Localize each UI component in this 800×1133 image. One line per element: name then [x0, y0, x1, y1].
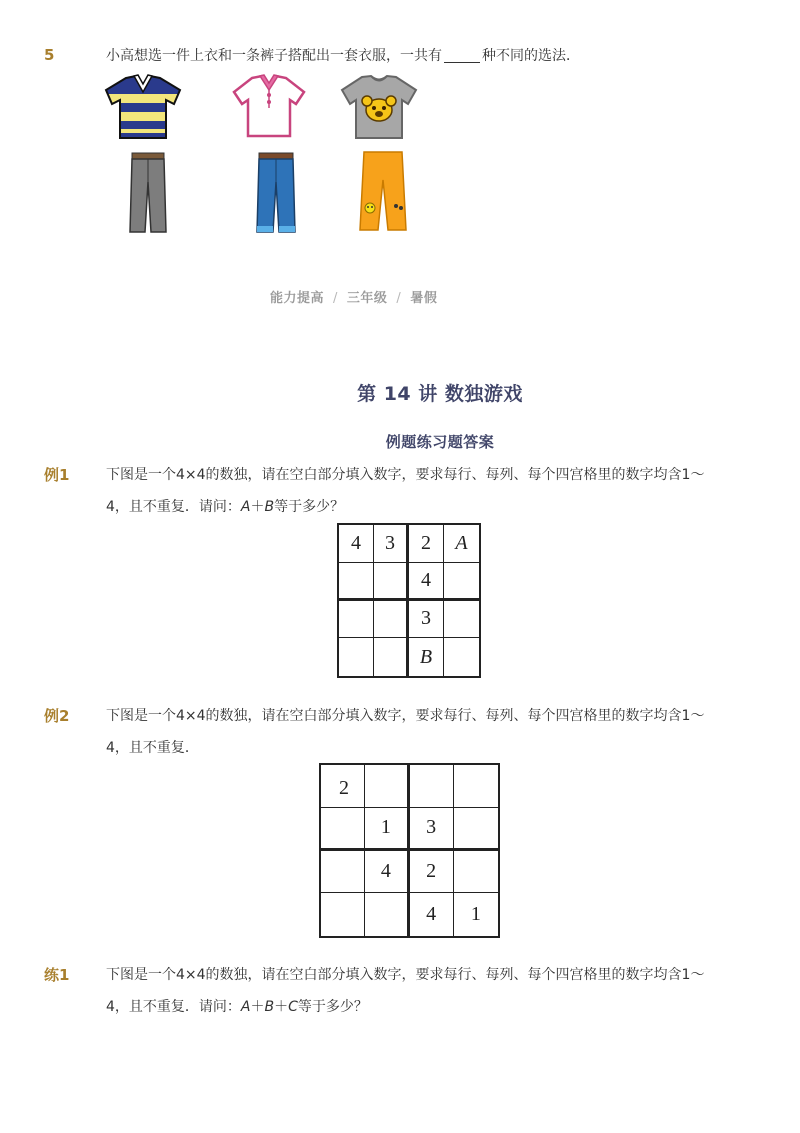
grid-cell: 1	[365, 808, 409, 851]
grid-cell: 3	[409, 601, 444, 639]
gray-trousers-image	[128, 152, 168, 234]
variable-c: C	[288, 999, 298, 1015]
grid-cell	[339, 601, 374, 639]
plus-sign: ＋	[274, 999, 289, 1015]
grid-cell: 2	[409, 525, 444, 563]
question-text-before: 小高想选一件上衣和一条裤子搭配出一套衣服，一共有	[106, 48, 442, 64]
orange-pants-image	[356, 150, 410, 232]
grid-cell	[339, 638, 374, 676]
grid-cell	[374, 563, 409, 601]
footer-separator: /	[333, 291, 338, 306]
pink-collar-shirt-image	[232, 74, 306, 138]
practice-1-label: 练1	[44, 966, 70, 984]
gray-bear-tshirt-image	[340, 74, 418, 140]
footer-item: 暑假	[410, 291, 438, 306]
plus-sign: ＋	[250, 999, 265, 1015]
grid-cell: 2	[410, 851, 454, 894]
grid-cell	[339, 563, 374, 601]
grid-cell: 4	[365, 851, 409, 894]
grid-cell: 4	[410, 893, 454, 936]
example-1-suffix: 等于多少？	[274, 499, 345, 515]
practice-1-prefix: 4，且不重复．请问：	[106, 999, 241, 1015]
example-2-line2: 4，且不重复．	[106, 740, 199, 756]
grid-cell	[321, 808, 365, 851]
practice-1-line2	[106, 997, 368, 1017]
grid-cell	[374, 638, 409, 676]
example-1-line2	[106, 497, 344, 517]
grid-cell: 4	[339, 525, 374, 563]
grid-cell	[444, 601, 479, 639]
variable-a: A	[240, 499, 251, 515]
striped-polo-shirt-image	[104, 74, 182, 140]
variable-b: B	[264, 999, 275, 1015]
grid-cell: A	[444, 525, 479, 563]
grid-cell: 4	[409, 563, 444, 601]
footer-item: 三年级	[346, 291, 388, 306]
question-number: 5	[44, 46, 55, 64]
grid-cell	[454, 851, 498, 894]
example-1-line1: 下图是一个4×4的数独，请在空白部分填入数字，要求每行、每列、每个四宫格里的数字均含1～	[106, 467, 705, 483]
sudoku-grid-2	[319, 763, 500, 938]
question-text-after: 种不同的选法．	[482, 48, 580, 64]
grid-cell: B	[409, 638, 444, 676]
grid-cell	[374, 601, 409, 639]
grid-cell	[365, 893, 409, 936]
grid-cell	[410, 765, 454, 808]
practice-1-line1: 下图是一个4×4的数独，请在空白部分填入数字，要求每行、每列、每个四宫格里的数字均含1～	[106, 967, 705, 983]
lecture-subtitle: 例题练习题答案	[385, 433, 495, 451]
grid-cell	[454, 765, 498, 808]
lecture-title: 第 14 讲 数独游戏	[357, 383, 523, 405]
grid-cell: 3	[374, 525, 409, 563]
example-1-label: 例1	[44, 466, 70, 484]
grid-cell	[444, 638, 479, 676]
grid-cell	[321, 851, 365, 894]
question-5-text	[106, 46, 580, 66]
example-2-label: 例2	[44, 707, 70, 725]
grid-cell	[444, 563, 479, 601]
answer-blank[interactable]	[444, 48, 480, 63]
grid-cell	[365, 765, 409, 808]
grid-cell: 3	[410, 808, 454, 851]
grid-cell	[321, 893, 365, 936]
plus-sign: ＋	[250, 499, 265, 515]
page-footer	[270, 287, 437, 306]
example-2-line1: 下图是一个4×4的数独，请在空白部分填入数字，要求每行、每列、每个四宫格里的数字均含1～	[106, 708, 705, 724]
footer-item: 能力提高	[270, 291, 325, 306]
example-1-prefix: 4，且不重复．请问：	[106, 499, 241, 515]
sudoku-grid-1	[337, 523, 481, 678]
grid-cell: 2	[321, 765, 365, 808]
variable-a: A	[240, 999, 251, 1015]
variable-b: B	[264, 499, 275, 515]
footer-separator: /	[396, 291, 402, 306]
grid-cell: 1	[470, 903, 481, 926]
practice-1-suffix: 等于多少？	[297, 999, 368, 1015]
grid-cell	[454, 808, 498, 851]
blue-jeans-image	[254, 152, 298, 234]
